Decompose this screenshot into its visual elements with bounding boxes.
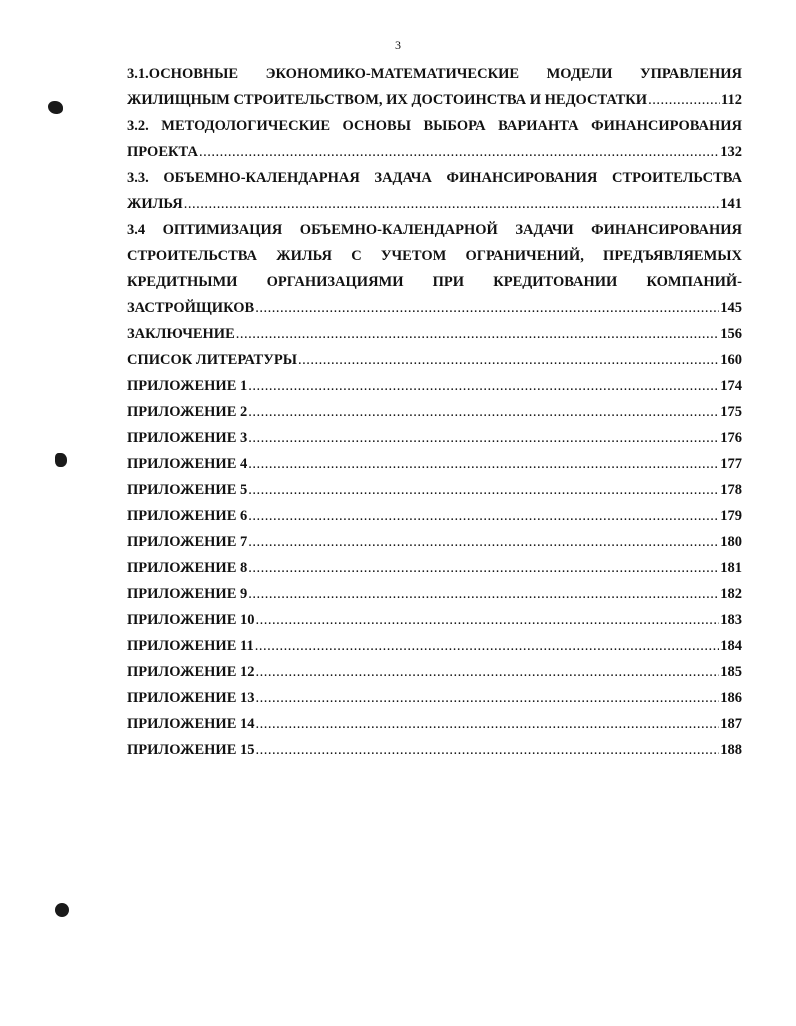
toc-entry — [127, 633, 742, 659]
toc-entry-line: 3.1.ОСНОВНЫЕ ЭКОНОМИКО-МАТЕМАТИЧЕСКИЕ МОДЕЛИ УПРАВЛЕНИЯ — [127, 66, 742, 82]
toc-entry-title: ПРИЛОЖЕНИЕ 11 — [127, 638, 254, 654]
toc-page-number: 174 — [720, 378, 742, 394]
toc-leader-dots — [248, 529, 719, 555]
table-of-contents — [127, 61, 742, 763]
toc-entry-last-line — [127, 503, 742, 529]
toc-entry — [127, 711, 742, 737]
toc-entry — [127, 113, 742, 165]
toc-entry — [127, 659, 742, 685]
toc-entry-title: ЗАСТРОЙЩИКОВ — [127, 300, 255, 316]
toc-entry-last-line — [127, 685, 742, 711]
toc-entry-last-line — [127, 425, 742, 451]
toc-entry-last-line — [127, 295, 742, 321]
toc-page-number: 186 — [720, 690, 742, 706]
toc-page-number: 179 — [720, 508, 742, 524]
scan-mark — [55, 453, 67, 467]
toc-page-number: 178 — [720, 482, 742, 498]
toc-entry-last-line — [127, 659, 742, 685]
toc-entry-title: ПРИЛОЖЕНИЕ 4 — [127, 456, 248, 472]
toc-leader-dots — [298, 347, 719, 373]
toc-leader-dots — [248, 555, 719, 581]
toc-entry-title: ПРИЛОЖЕНИЕ 1 — [127, 378, 248, 394]
toc-page-number: 141 — [720, 196, 742, 212]
toc-leader-dots — [248, 399, 719, 425]
toc-entry-last-line — [127, 87, 742, 113]
toc-page-number: 185 — [720, 664, 742, 680]
toc-entry-line: СТРОИТЕЛЬСТВА ЖИЛЬЯ С УЧЕТОМ ОГРАНИЧЕНИЙ, ПРЕДЪЯВЛЯЕМЫХ — [127, 248, 742, 264]
toc-entry-last-line — [127, 607, 742, 633]
toc-entry-last-line — [127, 529, 742, 555]
scan-mark — [55, 903, 69, 917]
toc-entry-last-line — [127, 139, 742, 165]
toc-entry-title: ПРИЛОЖЕНИЕ 3 — [127, 430, 248, 446]
toc-entry — [127, 555, 742, 581]
toc-page-number: 112 — [721, 92, 742, 108]
toc-leader-dots — [248, 581, 719, 607]
scan-mark — [48, 101, 63, 114]
toc-leader-dots — [248, 477, 719, 503]
toc-entry-title: ПРИЛОЖЕНИЕ 14 — [127, 716, 255, 732]
toc-entry — [127, 451, 742, 477]
toc-entry-title: ПРОЕКТА — [127, 144, 198, 160]
toc-entry-line: КРЕДИТНЫМИ ОРГАНИЗАЦИЯМИ ПРИ КРЕДИТОВАНИИ КОМПАНИЙ- — [127, 274, 742, 290]
toc-leader-dots — [248, 373, 719, 399]
toc-entry — [127, 165, 742, 217]
toc-entry — [127, 399, 742, 425]
toc-page-number: 160 — [720, 352, 742, 368]
toc-leader-dots — [184, 191, 720, 217]
toc-entry-last-line — [127, 581, 742, 607]
toc-leader-dots — [648, 87, 720, 113]
toc-entry-title: ПРИЛОЖЕНИЕ 7 — [127, 534, 248, 550]
toc-entry — [127, 217, 742, 321]
page-number: 3 — [395, 38, 401, 52]
toc-page-number: 183 — [720, 612, 742, 628]
toc-page-number: 188 — [720, 742, 742, 758]
toc-entry-last-line — [127, 321, 742, 347]
toc-page-number: 156 — [720, 326, 742, 342]
toc-entry — [127, 347, 742, 373]
toc-leader-dots — [255, 633, 720, 659]
toc-entry-title: ПРИЛОЖЕНИЕ 12 — [127, 664, 255, 680]
toc-entry — [127, 425, 742, 451]
toc-entry-title: ПРИЛОЖЕНИЕ 6 — [127, 508, 248, 524]
toc-entry — [127, 477, 742, 503]
toc-leader-dots — [248, 425, 719, 451]
toc-entry-last-line — [127, 347, 742, 373]
toc-entry-last-line — [127, 477, 742, 503]
toc-entry-title: ПРИЛОЖЕНИЕ 8 — [127, 560, 248, 576]
toc-leader-dots — [199, 139, 719, 165]
toc-page-number: 145 — [720, 300, 742, 316]
toc-leader-dots — [256, 737, 720, 763]
toc-page-number: 176 — [720, 430, 742, 446]
toc-entry — [127, 737, 742, 763]
toc-entry-last-line — [127, 737, 742, 763]
toc-entry-title: ПРИЛОЖЕНИЕ 2 — [127, 404, 248, 420]
toc-entry-last-line — [127, 451, 742, 477]
toc-page-number: 180 — [720, 534, 742, 550]
toc-leader-dots — [236, 321, 719, 347]
toc-page-number: 181 — [720, 560, 742, 576]
toc-entry-title: ЖИЛЬЯ — [127, 196, 183, 212]
toc-entry — [127, 529, 742, 555]
toc-leader-dots — [256, 711, 720, 737]
toc-leader-dots — [255, 295, 719, 321]
toc-entry — [127, 61, 742, 113]
toc-entry-title: ЖИЛИЩНЫМ СТРОИТЕЛЬСТВОМ, ИХ ДОСТОИНСТВА И НЕДОСТАТКИ — [127, 92, 648, 108]
toc-page-number: 175 — [720, 404, 742, 420]
toc-entry-last-line — [127, 555, 742, 581]
toc-entry-title: СПИСОК ЛИТЕРАТУРЫ — [127, 352, 297, 368]
toc-leader-dots — [256, 659, 720, 685]
toc-entry-line: 3.3. ОБЪЕМНО-КАЛЕНДАРНАЯ ЗАДАЧА ФИНАНСИРОВАНИЯ СТРОИТЕЛЬСТВА — [127, 170, 742, 186]
toc-entry — [127, 685, 742, 711]
toc-page-number: 182 — [720, 586, 742, 602]
toc-entry-last-line — [127, 633, 742, 659]
toc-page-number: 132 — [720, 144, 742, 160]
toc-entry-title: ПРИЛОЖЕНИЕ 9 — [127, 586, 248, 602]
toc-entry-title: ЗАКЛЮЧЕНИЕ — [127, 326, 235, 342]
toc-entry-last-line — [127, 711, 742, 737]
toc-entry — [127, 321, 742, 347]
toc-page-number: 187 — [720, 716, 742, 732]
toc-entry-line: 3.4 ОПТИМИЗАЦИЯ ОБЪЕМНО-КАЛЕНДАРНОЙ ЗАДАЧИ ФИНАНСИРОВАНИЯ — [127, 222, 742, 238]
toc-entry-title: ПРИЛОЖЕНИЕ 10 — [127, 612, 255, 628]
toc-page-number: 177 — [720, 456, 742, 472]
toc-entry-title: ПРИЛОЖЕНИЕ 5 — [127, 482, 248, 498]
toc-entry — [127, 373, 742, 399]
toc-entry — [127, 581, 742, 607]
toc-leader-dots — [248, 451, 719, 477]
toc-page-number: 184 — [720, 638, 742, 654]
toc-leader-dots — [248, 503, 719, 529]
toc-leader-dots — [256, 607, 720, 633]
toc-entry-last-line — [127, 373, 742, 399]
toc-entry-last-line — [127, 191, 742, 217]
toc-entry-title: ПРИЛОЖЕНИЕ 13 — [127, 690, 255, 706]
toc-entry-line: 3.2. МЕТОДОЛОГИЧЕСКИЕ ОСНОВЫ ВЫБОРА ВАРИАНТА ФИНАНСИРОВАНИЯ — [127, 118, 742, 134]
toc-entry — [127, 607, 742, 633]
toc-entry — [127, 503, 742, 529]
toc-entry-last-line — [127, 399, 742, 425]
toc-entry-title: ПРИЛОЖЕНИЕ 15 — [127, 742, 255, 758]
toc-leader-dots — [256, 685, 720, 711]
